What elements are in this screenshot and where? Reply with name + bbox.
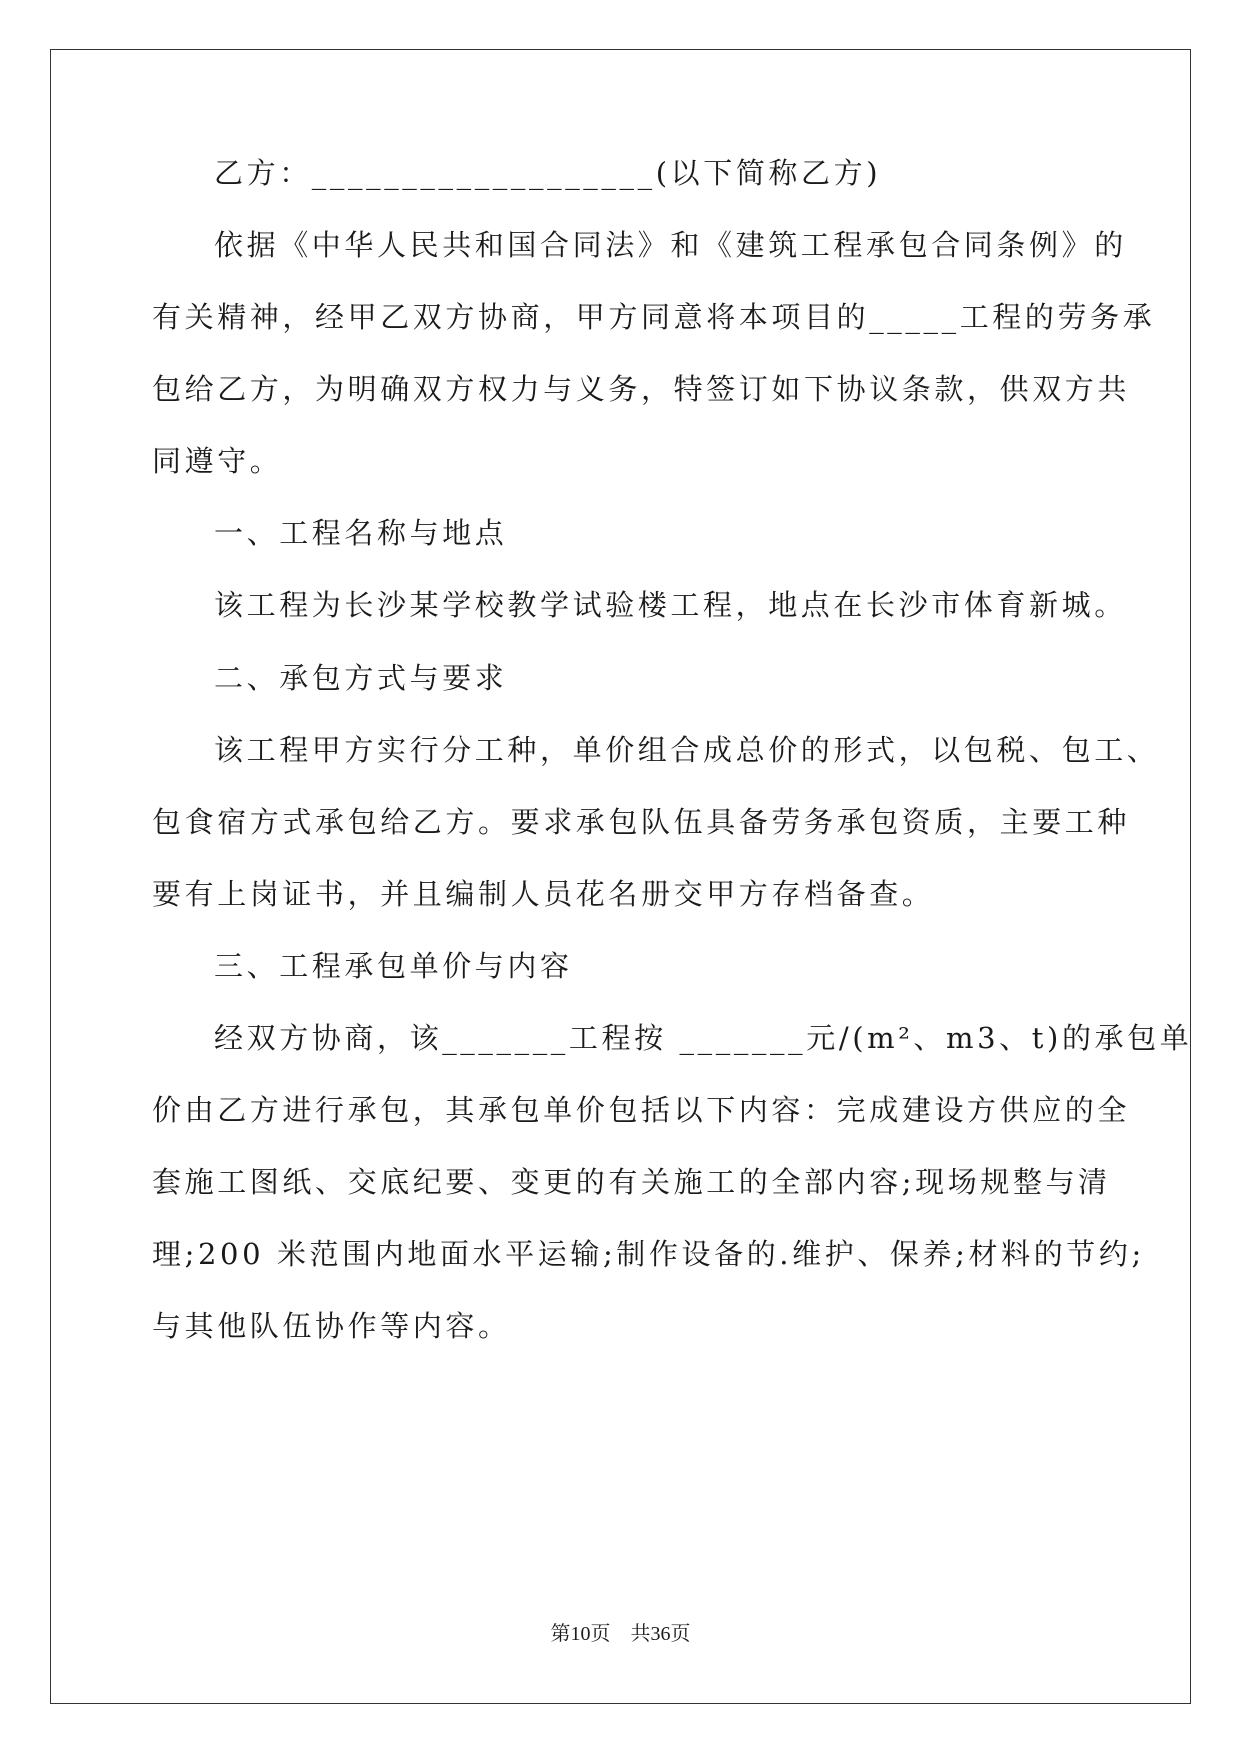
section-heading-1: 一、工程名称与地点 bbox=[214, 516, 508, 550]
paragraph-line: 同遵守。 bbox=[152, 444, 283, 478]
paragraph-line: 要有上岗证书，并且编制人员花名册交甲方存档备查。 bbox=[152, 877, 935, 911]
paragraph-line: 价由乙方进行承包，其承包单价包括以下内容：完成建设方供应的全 bbox=[152, 1093, 1131, 1127]
paragraph-line: 包给乙方，为明确双方权力与义务，特签订如下协议条款，供双方共 bbox=[152, 372, 1131, 406]
paragraph-line: 有关精神，经甲乙双方协商，甲方同意将本项目的_____工程的劳务承 bbox=[152, 300, 1156, 334]
paragraph-line: 包食宿方式承包给乙方。要求承包队伍具备劳务承包资质，主要工种 bbox=[152, 805, 1131, 839]
paragraph-line: 与其他队伍协作等内容。 bbox=[152, 1309, 511, 1343]
paragraph-line: 套施工图纸、交底纪要、变更的有关施工的全部内容;现场规整与清 bbox=[152, 1165, 1111, 1199]
paragraph-line: 该工程为长沙某学校教学试验楼工程，地点在长沙市体育新城。 bbox=[214, 588, 1127, 622]
paragraph-line: 理;200 米范围内地面水平运输;制作设备的.维护、保养;材料的节约; bbox=[152, 1237, 1145, 1271]
section-heading-3: 三、工程承包单价与内容 bbox=[214, 949, 573, 983]
party-b-line: 乙方：___________________(以下简称乙方) bbox=[214, 156, 882, 190]
page-number-footer: 第10页 共36页 bbox=[550, 1623, 691, 1645]
section-heading-2: 二、承包方式与要求 bbox=[214, 661, 508, 695]
paragraph-line: 该工程甲方实行分工种，单价组合成总价的形式，以包税、包工、 bbox=[214, 733, 1160, 767]
paragraph-line: 经双方协商，该_______工程按 _______元/(m²、m3、t)的承包单 bbox=[214, 1021, 1193, 1055]
paragraph-line: 依据《中华人民共和国合同法》和《建筑工程承包合同条例》的 bbox=[214, 228, 1127, 262]
